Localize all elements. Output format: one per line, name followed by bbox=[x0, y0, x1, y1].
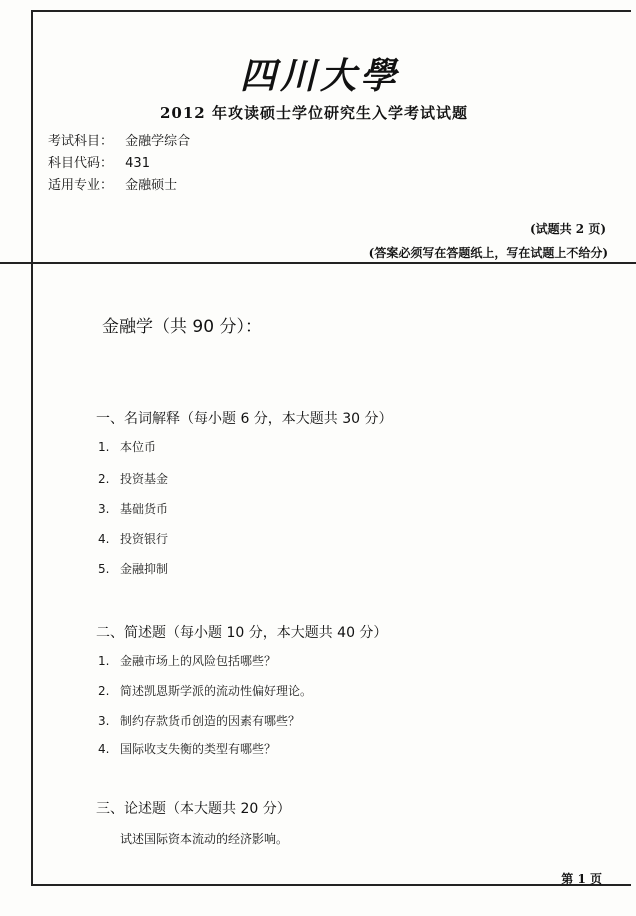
major-row bbox=[48, 174, 177, 193]
part2-heading: 二、简述题（每小题 10 分，本大题共 40 分） bbox=[96, 625, 388, 641]
essay-question: 试述国际资本流动的经济影响。 bbox=[120, 832, 289, 846]
list-item: 2. 简述凯恩斯学派的流动性偏好理论。 bbox=[98, 684, 313, 698]
university-logo bbox=[240, 48, 401, 97]
list-item: 3. 制约存款货币创造的因素有哪些？ bbox=[98, 714, 301, 728]
frame-bottom-line bbox=[31, 884, 631, 886]
subject-label: 考试科目： bbox=[48, 134, 114, 149]
list-item: 4. 投资银行 bbox=[98, 532, 169, 546]
major-value: 金融硕士 bbox=[125, 178, 178, 193]
exam-title: 2012 年攻读硕士学位研究生入学考试试题 bbox=[160, 104, 468, 122]
part3-heading: 三、论述题（本大题共 20 分） bbox=[96, 801, 291, 817]
list-item: 5. 金融抑制 bbox=[98, 562, 169, 576]
list-item: 4. 国际收支失衡的类型有哪些？ bbox=[98, 742, 277, 756]
list-item: 2. 投资基金 bbox=[98, 472, 169, 486]
page-number: 第 1 页 bbox=[561, 872, 602, 886]
list-item: 1. 本位币 bbox=[98, 440, 157, 454]
major-label: 适用专业： bbox=[48, 178, 114, 193]
frame-left-line bbox=[31, 10, 33, 886]
code-value: 431 bbox=[125, 156, 150, 171]
list-item: 3. 基础货币 bbox=[98, 502, 169, 516]
list-item: 1. 金融市场上的风险包括哪些？ bbox=[98, 654, 277, 668]
answer-note: (答案必须写在答题纸上，写在试题上不给分) bbox=[368, 246, 608, 260]
code-row bbox=[48, 152, 150, 171]
university-name: 四川大學 bbox=[240, 55, 401, 97]
code-label: 科目代码： bbox=[48, 156, 114, 171]
part1-heading: 一、名词解释（每小题 6 分，本大题共 30 分） bbox=[96, 411, 393, 427]
section-title: 金融学（共 90 分）： bbox=[102, 317, 262, 337]
subject-row bbox=[48, 130, 190, 149]
subject-value: 金融学综合 bbox=[125, 134, 191, 149]
header-divider bbox=[0, 262, 636, 264]
page-count: (试题共 2 页) bbox=[529, 222, 606, 236]
frame-top-line bbox=[31, 10, 631, 12]
